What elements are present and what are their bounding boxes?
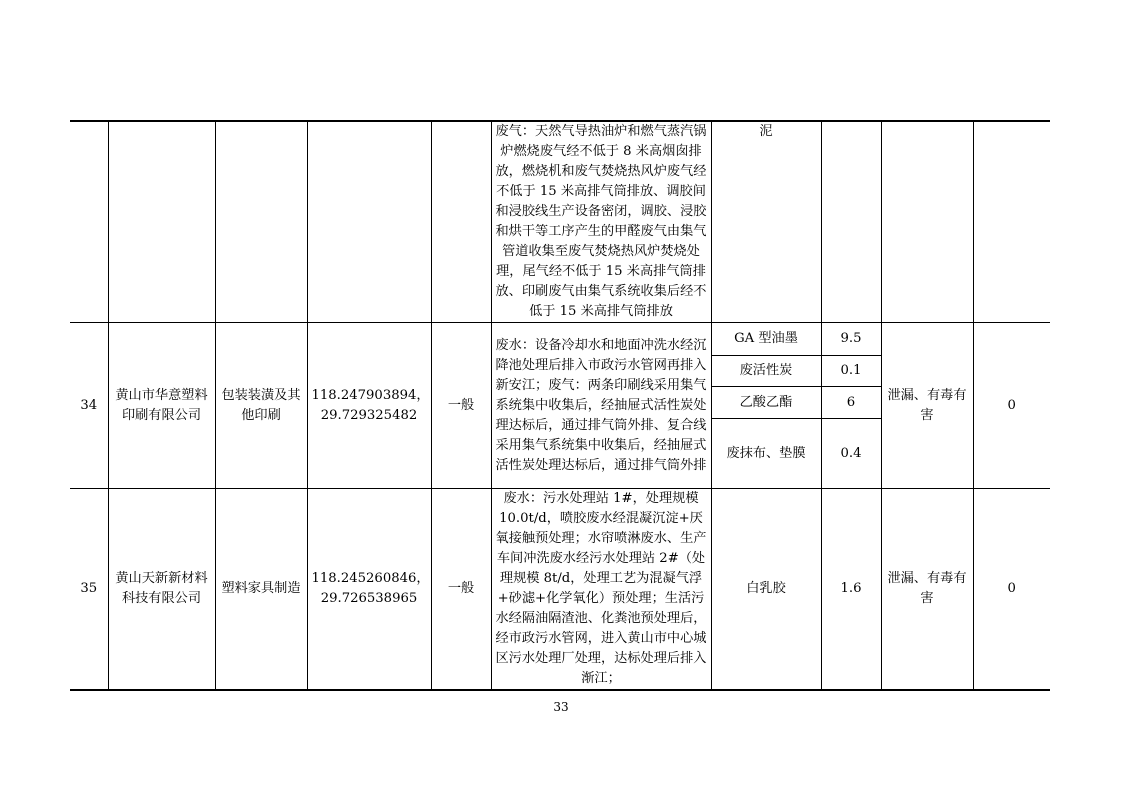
substance-amount: 6 (821, 387, 881, 419)
substance-amount: 9.5 (821, 323, 881, 356)
company-name: 黄山天新新材料科技有限公司 (108, 489, 215, 691)
row-number: 35 (70, 489, 108, 691)
risk-type: 泄漏、有毒有害 (881, 489, 973, 691)
treatment-measures: 废水：污水处理站 1#，处理规模 10.0t/d，喷胶废水经混凝沉淀+厌氧接触预处理；水帘喷淋废水、生产车间冲洗废水经污水处理站 2#（处理规模 8t/d，处理工艺为混凝气浮+砂滤+化学氧化）预处理；生活污水经隔油隔渣池、化粪池预处理后，经市政污水管网，进入黄山市中心城区污水处理厂处理，达标处理后排入渐江； (491, 489, 711, 691)
risk-level (431, 121, 491, 323)
risk-type: 泄漏、有毒有害 (881, 323, 973, 489)
substance-amount: 0.4 (821, 419, 881, 489)
risk-type (881, 121, 973, 323)
treatment-measures: 废水：设备冷却水和地面冲洗水经沉降池处理后排入市政污水管网再排入新安江；废气：两条印刷线采用集气系统集中收集后，经抽屉式活性炭处理达标后，通过排气筒外排、复合线采用集气系统集中收集后，经抽屉式活性炭处理达标后，通过排气筒外排 (491, 323, 711, 489)
substance-name: 废活性炭 (711, 356, 821, 387)
row-number (70, 121, 108, 323)
coordinates: 118.247903894，29.729325482 (307, 323, 431, 489)
risk-level: 一般 (431, 489, 491, 691)
substance-name: 白乳胶 (711, 489, 821, 691)
company-name: 黄山市华意塑料印刷有限公司 (108, 323, 215, 489)
risk-level: 一般 (431, 323, 491, 489)
industry: 塑料家具制造 (215, 489, 307, 691)
substance-amount (821, 121, 881, 323)
row-number: 34 (70, 323, 108, 489)
last-value: 0 (973, 489, 1050, 691)
substance-name: GA 型油墨 (711, 323, 821, 356)
table-row (70, 323, 1050, 356)
substance-amount: 0.1 (821, 356, 881, 387)
substance-name: 乙酸乙酯 (711, 387, 821, 419)
substance-name: 废抹布、垫膜 (711, 419, 821, 489)
enterprise-table (70, 120, 1050, 691)
page-number: 33 (553, 700, 569, 714)
coordinates: 118.245260846，29.726538965 (307, 489, 431, 691)
industry: 包装装潢及其他印刷 (215, 323, 307, 489)
table-row (70, 489, 1050, 691)
coordinates (307, 121, 431, 323)
last-value (973, 121, 1050, 323)
company-name (108, 121, 215, 323)
last-value: 0 (973, 323, 1050, 489)
substance-name: 泥 (711, 121, 821, 323)
treatment-measures: 废气：天然气导热油炉和燃气蒸汽锅炉燃烧废气经不低于 8 米高烟囱排放，燃烧机和废气焚烧热风炉废气经不低于 15 米高排气筒排放、调胶间和浸胶线生产设备密闭，调胶、浸胶和烘干等工序产生的甲醛废气由集气管道收集至废气焚烧热风炉焚烧处理，尾气经不低于 15 米高排气筒排放、印刷废气由集气系统收集后经不低于 15 米高排气筒排放 (491, 121, 711, 323)
industry (215, 121, 307, 323)
table-row (70, 121, 1050, 323)
substance-amount: 1.6 (821, 489, 881, 691)
